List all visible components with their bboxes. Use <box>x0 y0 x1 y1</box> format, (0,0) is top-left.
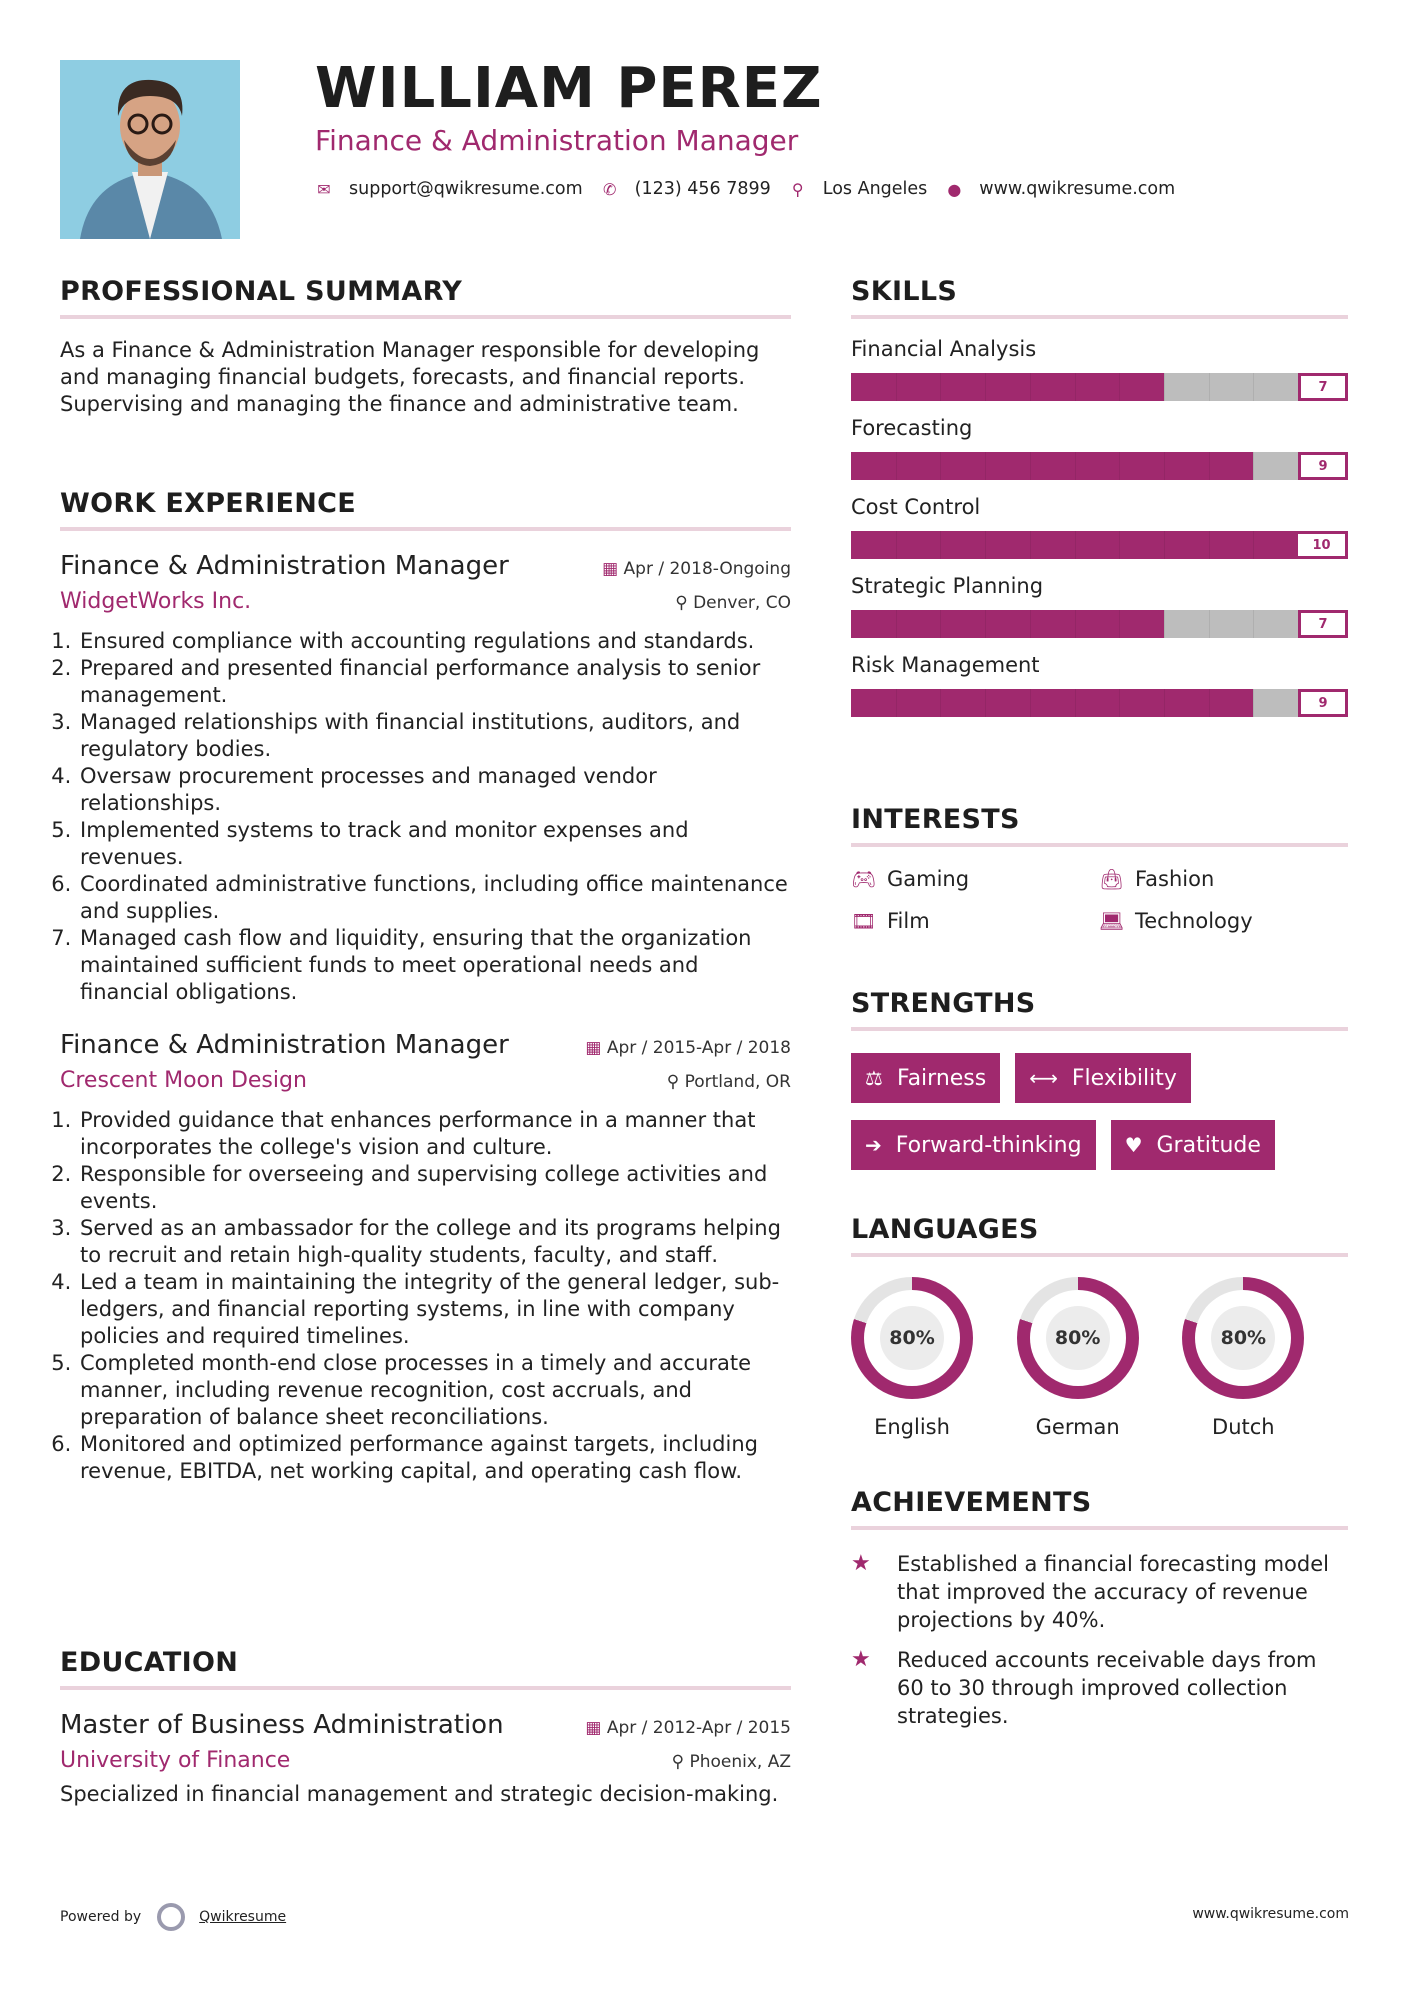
education-dates: Apr / 2012-Apr / 2015 <box>606 1718 791 1738</box>
contact-location: Los Angeles <box>822 179 928 199</box>
interest-label: Technology <box>1135 909 1253 933</box>
interest-label: Fashion <box>1135 867 1215 891</box>
heart-icon: ♥ <box>1124 1133 1143 1157</box>
pin-icon: ⚲ <box>675 593 694 613</box>
job-bullet: 1. Provided guidance that enhances performance in a manner that incorporates the college's vision and culture. <box>78 1107 791 1161</box>
section-heading: WORK EXPERIENCE <box>60 488 791 531</box>
skill-name: Financial Analysis <box>851 337 1037 361</box>
skill-item <box>851 416 1348 480</box>
pin-icon: ⚲ <box>671 1752 690 1772</box>
globe-icon: ● <box>947 179 962 199</box>
strength-label: Fairness <box>896 1065 987 1091</box>
job-bullet: 2. Prepared and presented financial performance analysis to senior management. <box>78 655 791 709</box>
contact-phone[interactable]: (123) 456 7899 <box>634 179 771 199</box>
education-description: Specialized in financial management and strategic decision-making. <box>60 1782 779 1806</box>
skill-value: 9 <box>1298 452 1348 480</box>
pin-icon: ⚲ <box>666 1072 685 1092</box>
calendar-icon: ▦ <box>585 1038 607 1058</box>
job-bullet: 3. Served as an ambassador for the college and its programs helping to recruit and retain high-quality students, faculty, and staff. <box>78 1215 791 1269</box>
interest-label: Gaming <box>887 867 970 891</box>
strength-label: Flexibility <box>1071 1065 1177 1091</box>
balance-scale-icon: ⚖ <box>865 1066 883 1090</box>
achievement-item <box>851 1550 1348 1634</box>
language-percent: 80% <box>880 1306 944 1370</box>
skill-item <box>851 495 1348 559</box>
school-name: University of Finance <box>60 1748 291 1773</box>
skill-item <box>851 574 1348 638</box>
skill-fill <box>851 373 1164 401</box>
calendar-icon: ▦ <box>602 559 624 579</box>
interest-item <box>1099 909 1348 933</box>
skill-value: 7 <box>1298 373 1348 401</box>
skill-item <box>851 337 1348 401</box>
language-item <box>1017 1277 1183 1439</box>
achievement-text: Reduced accounts receivable days from 60 to 30 through improved collection strategies. <box>897 1648 1317 1728</box>
section-heading: PROFESSIONAL SUMMARY <box>60 276 791 319</box>
skill-value: 9 <box>1298 689 1348 717</box>
strength-badge <box>851 1120 1096 1170</box>
star-icon: ★ <box>851 1551 871 1576</box>
shopping-bag-icon: 👜︎ <box>1099 867 1125 891</box>
skill-item <box>851 653 1348 717</box>
phone-icon: ✆ <box>602 179 617 199</box>
interest-item <box>851 909 1099 933</box>
skill-bar <box>851 452 1348 480</box>
company-name: Crescent Moon Design <box>60 1068 307 1093</box>
education-section <box>60 1647 791 1808</box>
strengths-section <box>851 988 1348 1170</box>
section-heading: INTERESTS <box>851 804 1348 847</box>
contact-bar <box>315 179 1193 199</box>
summary-section <box>60 276 791 418</box>
film-icon: 🎞︎ <box>851 909 877 933</box>
job-dates: Apr / 2018-Ongoing <box>623 559 791 579</box>
job-title: Finance & Administration Manager <box>60 551 509 581</box>
skill-bar <box>851 373 1348 401</box>
job-bullet: 2. Responsible for overseeing and supervising college activities and events. <box>78 1161 791 1215</box>
achievement-item <box>851 1646 1348 1730</box>
strength-label: Gratitude <box>1156 1132 1261 1158</box>
skill-fill <box>851 452 1253 480</box>
job-dates: Apr / 2015-Apr / 2018 <box>606 1038 791 1058</box>
section-heading: LANGUAGES <box>851 1214 1348 1257</box>
skill-name: Strategic Planning <box>851 574 1044 598</box>
languages-section <box>851 1214 1348 1439</box>
language-item <box>851 1277 1017 1439</box>
language-name: English <box>874 1415 950 1439</box>
job-entry <box>60 1030 791 1485</box>
footer-website[interactable]: www.qwikresume.com <box>1192 1906 1349 1922</box>
language-item <box>1182 1277 1348 1439</box>
skill-fill <box>851 610 1164 638</box>
job-location: Portland, OR <box>684 1072 791 1092</box>
language-percent: 80% <box>1046 1306 1110 1370</box>
job-bullet: 4. Led a team in maintaining the integrity of the general ledger, sub-ledgers, and financial reporting systems, in line with company policies and required timelines. <box>78 1269 791 1350</box>
contact-email[interactable]: support@qwikresume.com <box>349 179 583 199</box>
language-progress-ring <box>851 1277 973 1399</box>
arrows-horizontal-icon: ⟷ <box>1029 1066 1058 1090</box>
education-location: Phoenix, AZ <box>689 1752 791 1772</box>
skill-name: Risk Management <box>851 653 1040 677</box>
interests-section <box>851 804 1348 933</box>
achievements-section <box>851 1487 1348 1730</box>
job-bullets <box>60 1107 791 1485</box>
profile-photo <box>60 60 240 239</box>
strength-badge <box>851 1053 1000 1103</box>
gamepad-icon: 🎮︎ <box>851 867 877 891</box>
section-heading: SKILLS <box>851 276 1348 319</box>
skill-bar <box>851 531 1348 559</box>
job-bullet: 7. Managed cash flow and liquidity, ensuring that the organization maintained sufficient funds to meet operational needs and financial obligations. <box>78 925 791 1006</box>
job-bullet: 4. Oversaw procurement processes and managed vendor relationships. <box>78 763 791 817</box>
skill-value: 7 <box>1298 610 1348 638</box>
star-icon: ★ <box>851 1647 871 1672</box>
skill-fill <box>851 689 1253 717</box>
skills-section <box>851 276 1348 717</box>
language-name: Dutch <box>1212 1415 1275 1439</box>
skill-bar <box>851 610 1348 638</box>
skill-name: Cost Control <box>851 495 981 519</box>
job-entry <box>60 551 791 1006</box>
job-bullet: 5. Completed month-end close processes in a timely and accurate manner, including revenue recognition, cost accruals, and preparation of balance sheet reconciliations. <box>78 1350 791 1431</box>
map-marker-icon: ⚲ <box>791 179 804 199</box>
language-percent: 80% <box>1211 1306 1275 1370</box>
company-name: WidgetWorks Inc. <box>60 589 252 614</box>
interest-label: Film <box>887 909 930 933</box>
language-progress-ring <box>1017 1277 1139 1399</box>
job-bullets <box>60 628 791 1006</box>
calendar-icon: ▦ <box>585 1718 607 1738</box>
interest-item <box>851 867 1099 891</box>
section-heading: EDUCATION <box>60 1647 791 1690</box>
job-bullet: 6. Coordinated administrative functions, including office maintenance and supplies. <box>78 871 791 925</box>
job-bullet: 5. Implemented systems to track and monitor expenses and revenues. <box>78 817 791 871</box>
skill-bar <box>851 689 1348 717</box>
job-bullet: 6. Monitored and optimized performance against targets, including revenue, EBITDA, net working capital, and operating cash flow. <box>78 1431 791 1485</box>
powered-by-label: Powered by <box>60 1909 142 1925</box>
section-heading: STRENGTHS <box>851 988 1348 1031</box>
qwikresume-link[interactable]: Qwikresume <box>199 1909 287 1925</box>
strength-badge <box>1015 1053 1191 1103</box>
strength-badge <box>1111 1120 1275 1170</box>
candidate-title: Finance & Administration Manager <box>315 124 799 157</box>
strength-label: Forward-thinking <box>895 1132 1082 1158</box>
job-location: Denver, CO <box>693 593 791 613</box>
candidate-name: WILLIAM PEREZ <box>315 56 823 121</box>
experience-section <box>60 488 791 1485</box>
arrow-right-icon: ➔ <box>865 1133 882 1157</box>
footer-powered-by <box>60 1903 286 1931</box>
envelope-icon: ✉ <box>317 179 331 199</box>
job-bullet: 1. Ensured compliance with accounting regulations and standards. <box>78 628 791 655</box>
language-name: German <box>1035 1415 1120 1439</box>
language-progress-ring <box>1182 1277 1304 1399</box>
summary-text: As a Finance & Administration Manager responsible for developing and managing financial budgets, forecasts, and financial reports. Supervising and managing the finance and administrative team. <box>60 338 760 416</box>
achievement-text: Established a financial forecasting model that improved the accuracy of revenue projections by 40%. <box>897 1552 1329 1632</box>
job-title: Finance & Administration Manager <box>60 1030 509 1060</box>
qwikresume-logo-icon <box>157 1903 185 1931</box>
skill-name: Forecasting <box>851 416 973 440</box>
job-bullet: 3. Managed relationships with financial institutions, auditors, and regulatory bodies. <box>78 709 791 763</box>
skill-value: 10 <box>1298 531 1348 559</box>
degree-title: Master of Business Administration <box>60 1710 504 1740</box>
interest-item <box>1099 867 1348 891</box>
contact-website[interactable]: www.qwikresume.com <box>979 179 1176 199</box>
laptop-icon: 💻︎ <box>1099 909 1125 933</box>
section-heading: ACHIEVEMENTS <box>851 1487 1348 1530</box>
